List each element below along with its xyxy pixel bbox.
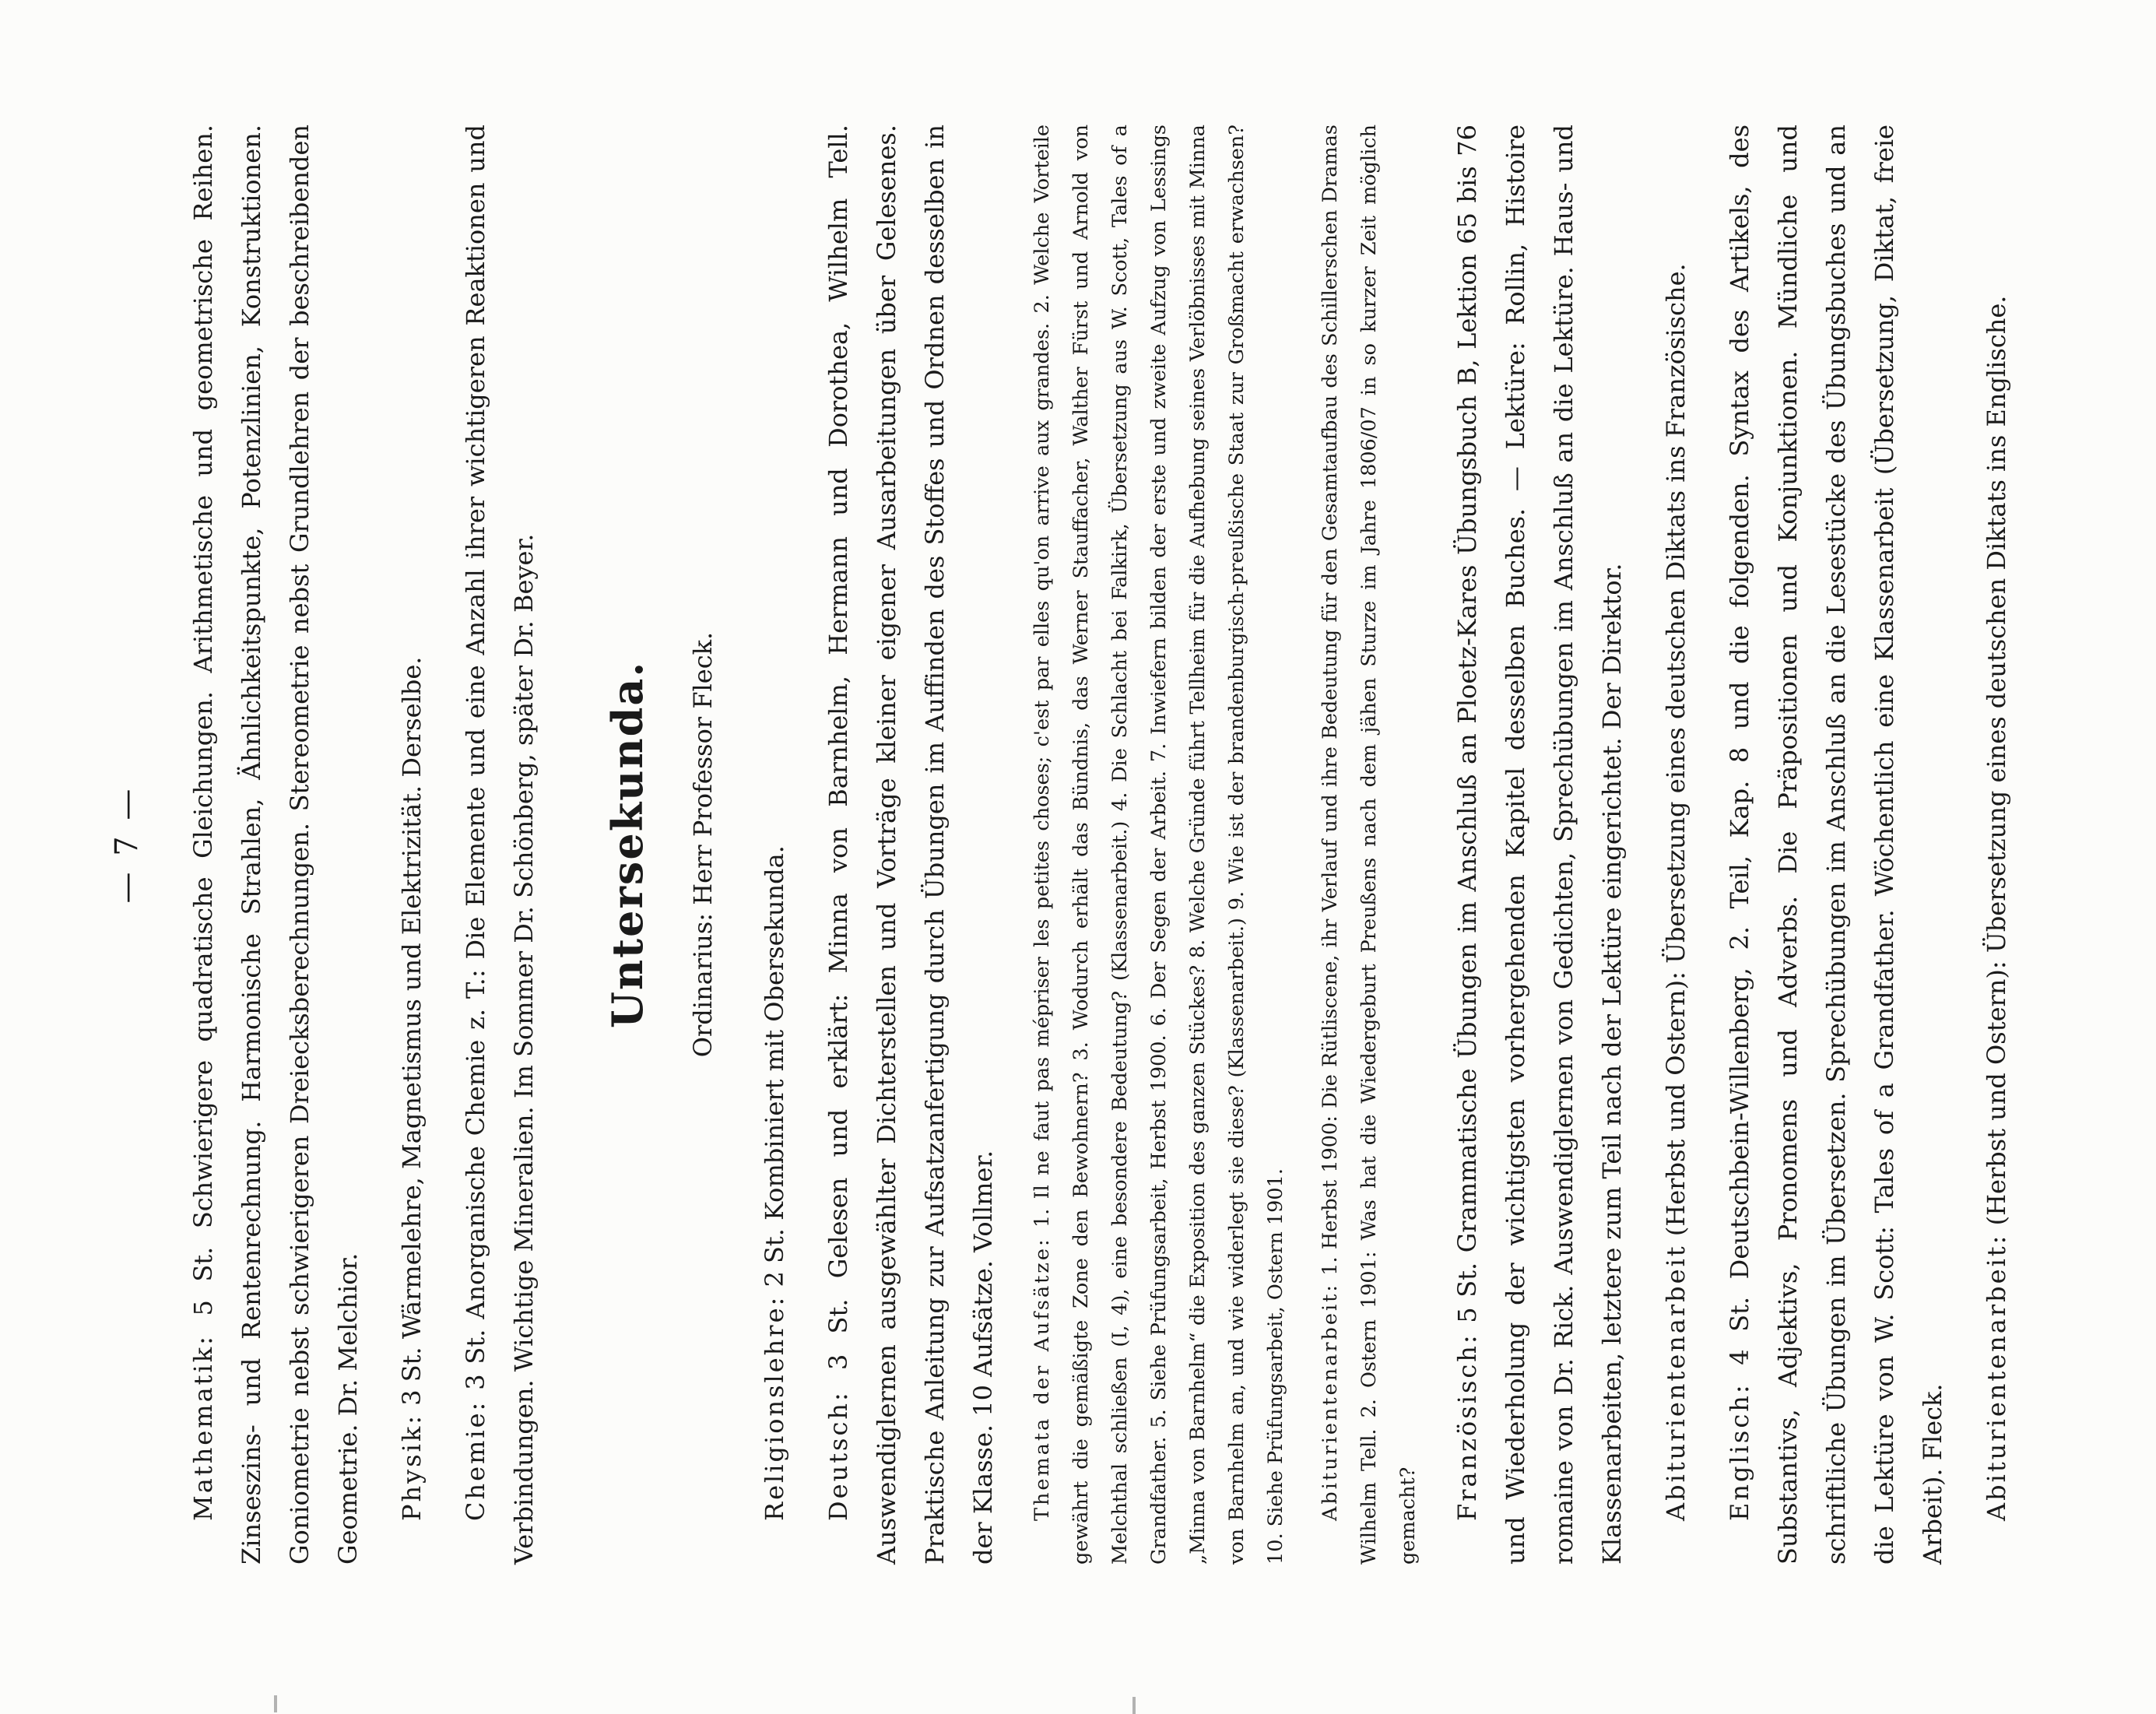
section-title: Untersekunda. bbox=[602, 660, 652, 1029]
paragraph-abiturientenarbeit-franzoesisch bbox=[1652, 125, 1700, 1565]
paragraph-franzoesisch bbox=[1443, 125, 1636, 1565]
subject-label: Religionslehre: bbox=[760, 1294, 789, 1521]
subject-label: Themata der Aufsätze: bbox=[1031, 1237, 1054, 1521]
page-number: — 7 — bbox=[109, 785, 145, 904]
paragraph-abiturientenarbeit-deutsch bbox=[1311, 125, 1427, 1565]
paragraph-chemie bbox=[451, 125, 548, 1565]
subject-label: Französisch: bbox=[1452, 1333, 1482, 1521]
subject-label: Englisch: bbox=[1725, 1382, 1754, 1521]
subject-text: 3 St. Gelesen und erklärt: Minna von Barnhelm, Hermann und Dorothea, Wilhelm Tell. Auswendiglernen ausgewählter Dichterstellen und Vorträge kleiner eigener Ausarbeitungen über Gelesenes. Praktische Anleitung zur Aufsatzanfertigung durch Übungen im Auffinden des Stoffes und Ordnen desselben in der Klasse. 10 Aufsätze. Vollmer. bbox=[823, 125, 998, 1565]
subject-text: (Herbst und Ostern): Übersetzung eines deutschen Diktats ins Englische. bbox=[1982, 295, 2011, 1226]
paragraph-themata bbox=[1023, 125, 1295, 1565]
subject-label: Abiturientenarbeit: bbox=[1982, 1233, 2011, 1521]
subject-text: 5 St. Grammatische Übungen im Anschluß an Ploetz-Kares Übungsbuch B, Lektion 65 bis 76 und Wiederholung der wichtigsten vorhergehenden Kapitel desselben Buches. — Lektüre: Rollin, Histoire romaine von Dr. Rick. Auswendiglernen von Gedichten, Sprechübungen im Anschluß an die Lektüre. Haus- und Klassenarbeiten, letztere zum Teil nach der Lektüre eingerichtet. Der Direktor. bbox=[1452, 124, 1627, 1565]
paragraph-physik bbox=[388, 125, 436, 1565]
subject-text: 3 St. Anorganische Chemie z. T.: Die Elemente und eine Anzahl ihrer wichtigeren Reaktionen und Verbindungen. Wichtige Mineralien. Im Sommer Dr. Schönberg, später Dr. Beyer. bbox=[461, 124, 539, 1565]
subject-label: Mathematik: bbox=[188, 1334, 218, 1521]
subject-text: 1. Herbst 1900: Die Rütliscene, ihr Verlauf und ihre Bedeutung für den Gesamtaufbau des Schillerschen Dramas Wilhelm Tell. 2. Ostern 1901: Was hat die Wiedergeburt Preußens nach dem jähen Sturze im Jahre 1806/07 in so kurzer Zeit möglich gemacht? bbox=[1319, 125, 1420, 1565]
subject-label: Abiturientenarbeit bbox=[1661, 1244, 1691, 1521]
subject-label: Deutsch: bbox=[823, 1390, 853, 1521]
subject-label: Physik: bbox=[397, 1413, 427, 1521]
paragraph-englisch bbox=[1715, 125, 1957, 1565]
subject-text: 1. Il ne faut pas mépriser les petites choses; c'est par elles qu'on arrive aux grandes. 2. Welche Vorteile gewährt die gemäßigte Zone den Bewohnern? 3. Wodurch erhält das Bündnis, das Werner Stauffacher, Walther Fürst und Arnold von Melchthal schließen (I, 4), eine besondere Bedeutung? (Klassenarbeit.) 4. Die Schlacht bei Falkirk, Übersetzung aus W. Scott, Tales of a Grandfather. 5. Siehe Prüfungsarbeit, Herbst 1900. 6. Der Segen der Arbeit. 7. Inwiefern bilden der erste und zweite Aufzug von Lessings „Minna von Barnhelm“ die Exposition des ganzen Stückes? 8. Welche Gründe führt Tellheim für die Aufhebung seines Verlöbnisses mit Minna von Barnhelm an, und wie widerlegt sie diese? (Klassenarbeit.) 9. Wie ist der brandenburgisch-preußische Staat zur Großmacht erwachsen? 10. Siehe Prüfungsarbeit, Ostern 1901. bbox=[1031, 124, 1287, 1565]
paragraph-religionslehre bbox=[750, 125, 799, 1565]
paragraph-mathematik bbox=[179, 125, 372, 1565]
ordinarius-line: Ordinarius: Herr Professor Fleck. bbox=[688, 631, 718, 1058]
subject-text: 4 St. Deutschbein-Willenberg, 2. Teil, Kap. 8 und die folgenden. Syntax des Artikels, des Substantivs, Adjektivs, Pronomens und Adverbs. Die Präpositionen und Konjunktionen. Mündliche und schriftliche Übungen im Übersetzen. Sprechübungen im Anschluß an die Lesestücke des Übungsbuches und an die Lektüre von W. Scott: Tales of a Grandfather. Wöchentlich eine Klassenarbeit (Übersetzung, Diktat, freie Arbeit). Fleck. bbox=[1725, 124, 1947, 1565]
subject-text: 5 St. Schwierigere quadratische Gleichungen. Arithmetische und geometrische Reihen. Zinseszins- und Rentenrechnung. Harmonische Strahlen, Ähnlichkeitspunkte, Potenzlinien, Konstruktionen. Goniometrie nebst schwierigeren Dreiecksberechnungen. Stereometrie nebst Grundlehren der beschreibenden Geometrie. Dr. Melchior. bbox=[188, 124, 363, 1565]
subject-label: Abiturientenarbeit: bbox=[1319, 1283, 1342, 1521]
subject-text: 2 St. Kombiniert mit Obersekunda. bbox=[760, 845, 789, 1287]
subject-text: 3 St. Wärmelehre, Magnetismus und Elektrizität. Derselbe. bbox=[397, 656, 427, 1406]
subject-label: Chemie: bbox=[461, 1400, 490, 1521]
subject-text: (Herbst und Ostern): Übersetzung eines deutschen Diktats ins Französische. bbox=[1661, 263, 1691, 1237]
paragraph-abiturientenarbeit-englisch bbox=[1972, 125, 2021, 1565]
paragraph-deutsch bbox=[814, 125, 1007, 1565]
